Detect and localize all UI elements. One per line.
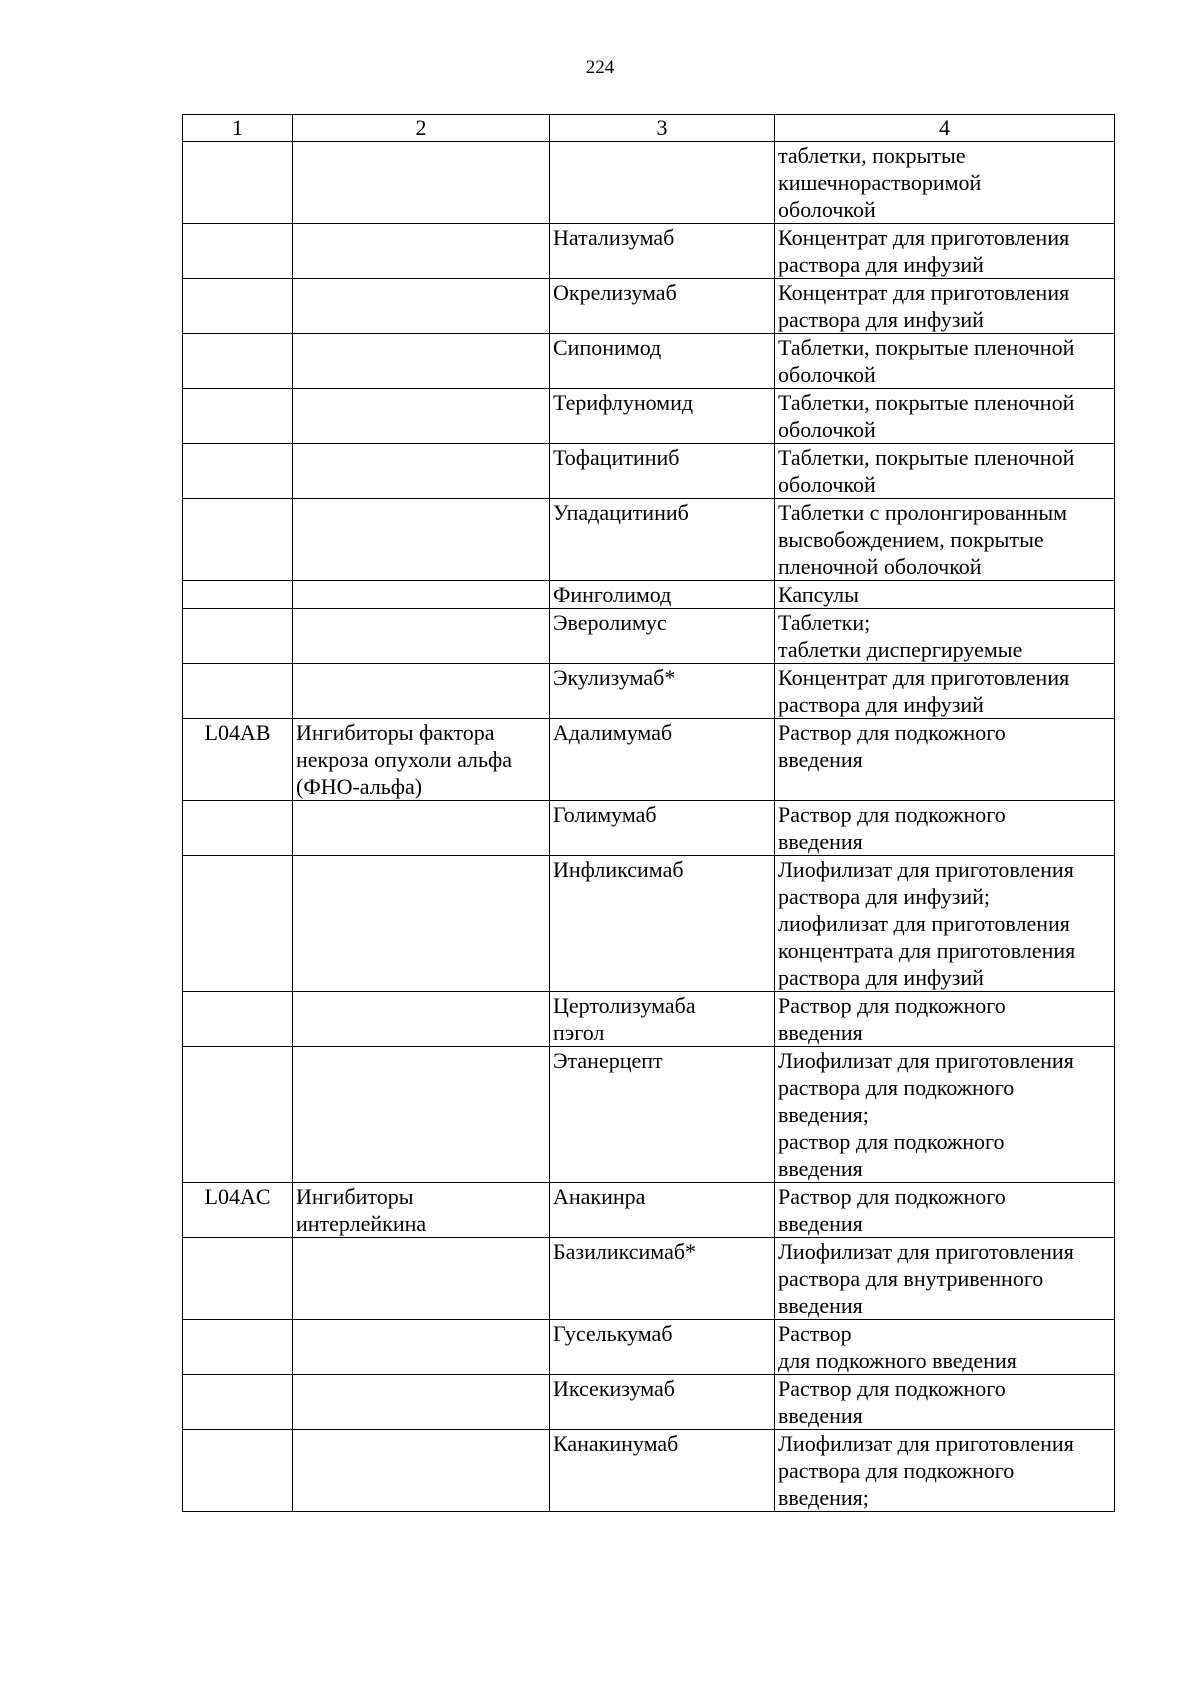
column-header-1: 1: [183, 115, 293, 142]
dosage-form-line: введения: [778, 1020, 863, 1045]
pharmacological-group-cell: [293, 1430, 550, 1512]
drug-name-cell: [550, 334, 775, 389]
dosage-form-line: Таблетки с пролонгированным: [778, 500, 1068, 525]
drug-name-line: Тофацитиниб: [553, 445, 680, 470]
table-row: [183, 664, 1115, 719]
dosage-form-cell: [775, 444, 1115, 499]
drug-name-line: Гуселькумаб: [553, 1321, 673, 1346]
atc-code-cell: [183, 1375, 293, 1430]
dosage-form-line: введения;: [778, 1102, 869, 1127]
pharmacological-group-cell: [293, 609, 550, 664]
pharmacological-group-line: (ФНО-альфа): [296, 774, 423, 799]
dosage-form-line: раствора для подкожного: [778, 1458, 1015, 1483]
table-row: [183, 279, 1115, 334]
drug-name-line: Адалимумаб: [553, 720, 673, 745]
pharmacological-group-cell: [293, 664, 550, 719]
dosage-form-line: Раствор для подкожного: [778, 1184, 1006, 1209]
dosage-form-line: высвобождением, покрытые: [778, 527, 1044, 552]
drug-name-cell: [550, 1375, 775, 1430]
dosage-form-line: Раствор для подкожного: [778, 993, 1006, 1018]
column-header-2: 2: [293, 115, 550, 142]
pharmacological-group-cell: [293, 1238, 550, 1320]
atc-code-cell: [183, 444, 293, 499]
drug-name-cell: [550, 664, 775, 719]
drug-name-line: Терифлуномид: [553, 390, 694, 415]
pharmacological-group-cell: [293, 1375, 550, 1430]
drug-name-line: пэгол: [553, 1020, 605, 1045]
dosage-form-line: Лиофилизат для приготовления: [778, 1431, 1074, 1456]
drug-name-cell: [550, 279, 775, 334]
table-row: [183, 581, 1115, 609]
dosage-form-cell: [775, 1238, 1115, 1320]
dosage-form-line: Лиофилизат для приготовления: [778, 857, 1074, 882]
dosage-form-line: введения: [778, 1403, 863, 1428]
dosage-form-cell: [775, 719, 1115, 801]
dosage-form-line: Таблетки;: [778, 610, 871, 635]
drug-name-cell: [550, 609, 775, 664]
drug-name-cell: [550, 224, 775, 279]
drug-name-line: Эверолимус: [553, 610, 667, 635]
atc-code-cell: [183, 142, 293, 224]
drug-name-cell: [550, 801, 775, 856]
atc-code-cell: [183, 1238, 293, 1320]
drug-name-cell: [550, 992, 775, 1047]
drug-name-cell: [550, 719, 775, 801]
dosage-form-cell: [775, 499, 1115, 581]
dosage-form-line: Концентрат для приготовления: [778, 225, 1070, 250]
dosage-form-line: оболочкой: [778, 362, 876, 387]
drug-name-cell: [550, 444, 775, 499]
dosage-form-cell: [775, 581, 1115, 609]
dosage-form-line: Концентрат для приготовления: [778, 665, 1070, 690]
atc-code-cell: [183, 664, 293, 719]
dosage-form-cell: [775, 992, 1115, 1047]
drug-name-cell: [550, 1320, 775, 1375]
dosage-form-line: введения;: [778, 1485, 869, 1510]
dosage-form-line: лиофилизат для приготовления: [778, 911, 1070, 936]
drug-name-line: Этанерцепт: [553, 1048, 663, 1073]
drug-name-cell: [550, 1047, 775, 1183]
drug-name-line: Анакинра: [553, 1184, 646, 1209]
drug-name-line: Упадацитиниб: [553, 500, 689, 525]
atc-code-cell: [183, 992, 293, 1047]
drug-name-cell: [550, 1238, 775, 1320]
pharmacological-group-line: некроза опухоли альфа: [296, 747, 513, 772]
dosage-form-line: введения: [778, 1211, 863, 1236]
dosage-form-line: раствора для инфузий: [778, 965, 984, 990]
medication-table: [182, 114, 1115, 1512]
pharmacological-group-cell: [293, 581, 550, 609]
dosage-form-line: таблетки, покрытые: [778, 143, 966, 168]
atc-code-cell: [183, 224, 293, 279]
drug-name-cell: [550, 581, 775, 609]
pharmacological-group-cell: [293, 334, 550, 389]
pharmacological-group-cell: [293, 992, 550, 1047]
dosage-form-cell: [775, 389, 1115, 444]
dosage-form-line: концентрата для приготовления: [778, 938, 1076, 963]
dosage-form-cell: [775, 224, 1115, 279]
dosage-form-cell: [775, 1320, 1115, 1375]
drug-name-line: Финголимод: [553, 582, 672, 607]
pharmacological-group-cell: [293, 856, 550, 992]
drug-name-line: Цертолизумаба: [553, 993, 696, 1018]
dosage-form-line: для подкожного введения: [778, 1348, 1017, 1373]
dosage-form-line: раствора для подкожного: [778, 1075, 1015, 1100]
atc-code-cell: [183, 389, 293, 444]
dosage-form-line: Таблетки, покрытые пленочной: [778, 445, 1075, 470]
atc-code-cell: [183, 499, 293, 581]
pharmacological-group-cell: [293, 279, 550, 334]
table-header-row: [183, 115, 1115, 142]
dosage-form-line: оболочкой: [778, 472, 876, 497]
dosage-form-cell: [775, 1375, 1115, 1430]
table-row: [183, 444, 1115, 499]
dosage-form-line: раствора для инфузий: [778, 307, 984, 332]
dosage-form-line: Лиофилизат для приготовления: [778, 1239, 1074, 1264]
table-row: [183, 992, 1115, 1047]
table-row: [183, 801, 1115, 856]
column-header-3: 3: [550, 115, 775, 142]
drug-name-cell: [550, 142, 775, 224]
dosage-form-cell: [775, 801, 1115, 856]
dosage-form-line: раствора для внутривенного: [778, 1266, 1044, 1291]
drug-name-cell: [550, 1430, 775, 1512]
table-row: [183, 1375, 1115, 1430]
pharmacological-group-cell: [293, 719, 550, 801]
dosage-form-line: Раствор для подкожного: [778, 1376, 1006, 1401]
table-row: [183, 1430, 1115, 1512]
pharmacological-group-cell: [293, 389, 550, 444]
drug-name-line: Инфликсимаб: [553, 857, 684, 882]
pharmacological-group-cell: [293, 801, 550, 856]
dosage-form-line: Таблетки, покрытые пленочной: [778, 390, 1075, 415]
drug-name-cell: [550, 1183, 775, 1238]
table-row: [183, 224, 1115, 279]
table-row: [183, 389, 1115, 444]
dosage-form-cell: [775, 1047, 1115, 1183]
dosage-form-cell: [775, 1430, 1115, 1512]
atc-code-cell: [183, 334, 293, 389]
pharmacological-group-line: Ингибиторы: [296, 1184, 414, 1209]
dosage-form-cell: [775, 664, 1115, 719]
atc-code-cell: L04AB: [183, 719, 293, 801]
atc-code-cell: [183, 1430, 293, 1512]
dosage-form-line: введения: [778, 1156, 863, 1181]
drug-name-cell: [550, 856, 775, 992]
drug-name-line: Экулизумаб*: [553, 665, 676, 690]
pharmacological-group-cell: [293, 1183, 550, 1238]
drug-name-line: Голимумаб: [553, 802, 657, 827]
atc-code-cell: [183, 581, 293, 609]
table-row: [183, 609, 1115, 664]
atc-code-cell: [183, 856, 293, 992]
drug-name-line: Окрелизумаб: [553, 280, 677, 305]
table-row: [183, 499, 1115, 581]
dosage-form-line: Раствор для подкожного: [778, 720, 1006, 745]
dosage-form-line: введения: [778, 1293, 863, 1318]
table-row: [183, 1183, 1115, 1238]
dosage-form-cell: [775, 1183, 1115, 1238]
drug-name-line: Канакинумаб: [553, 1431, 679, 1456]
table-row: [183, 1047, 1115, 1183]
dosage-form-line: раствора для инфузий: [778, 252, 984, 277]
dosage-form-cell: [775, 279, 1115, 334]
atc-code-cell: [183, 1320, 293, 1375]
table-row: [183, 1238, 1115, 1320]
dosage-form-line: оболочкой: [778, 417, 876, 442]
drug-name-line: Базиликсимаб*: [553, 1239, 697, 1264]
drug-name-line: Сипонимод: [553, 335, 662, 360]
drug-name-cell: [550, 389, 775, 444]
pharmacological-group-line: Ингибиторы фактора: [296, 720, 495, 745]
table-row: [183, 856, 1115, 992]
table-row: [183, 1320, 1115, 1375]
dosage-form-cell: [775, 609, 1115, 664]
dosage-form-line: Капсулы: [778, 582, 859, 607]
pharmacological-group-cell: [293, 1047, 550, 1183]
dosage-form-cell: [775, 334, 1115, 389]
pharmacological-group-cell: [293, 499, 550, 581]
atc-code-cell: L04AC: [183, 1183, 293, 1238]
dosage-form-line: введения: [778, 747, 863, 772]
table-row: [183, 719, 1115, 801]
dosage-form-cell: [775, 856, 1115, 992]
dosage-form-line: Лиофилизат для приготовления: [778, 1048, 1074, 1073]
drug-name-cell: [550, 499, 775, 581]
table-row: [183, 142, 1115, 224]
column-header-4: 4: [775, 115, 1115, 142]
pharmacological-group-cell: [293, 1320, 550, 1375]
atc-code-cell: [183, 609, 293, 664]
dosage-form-line: раствора для инфузий;: [778, 884, 991, 909]
table-body: [183, 142, 1115, 1512]
dosage-form-line: оболочкой: [778, 197, 876, 222]
pharmacological-group-cell: [293, 444, 550, 499]
drug-name-line: Натализумаб: [553, 225, 675, 250]
page-number: 224: [585, 57, 615, 78]
dosage-form-line: Раствор для подкожного: [778, 802, 1006, 827]
pharmacological-group-line: интерлейкина: [296, 1211, 427, 1236]
atc-code-cell: [183, 1047, 293, 1183]
dosage-form-line: раствора для инфузий: [778, 692, 984, 717]
dosage-form-line: раствор для подкожного: [778, 1129, 1005, 1154]
drug-name-line: Иксекизумаб: [553, 1376, 675, 1401]
atc-code-cell: [183, 801, 293, 856]
dosage-form-line: введения: [778, 829, 863, 854]
table-row: [183, 334, 1115, 389]
pharmacological-group-cell: [293, 142, 550, 224]
dosage-form-cell: [775, 142, 1115, 224]
dosage-form-line: таблетки диспергируемые: [778, 637, 1023, 662]
dosage-form-line: Концентрат для приготовления: [778, 280, 1070, 305]
atc-code-cell: [183, 279, 293, 334]
pharmacological-group-cell: [293, 224, 550, 279]
dosage-form-line: кишечнорастворимой: [778, 170, 982, 195]
dosage-form-line: Таблетки, покрытые пленочной: [778, 335, 1075, 360]
dosage-form-line: пленочной оболочкой: [778, 554, 982, 579]
dosage-form-line: Раствор: [778, 1321, 852, 1346]
